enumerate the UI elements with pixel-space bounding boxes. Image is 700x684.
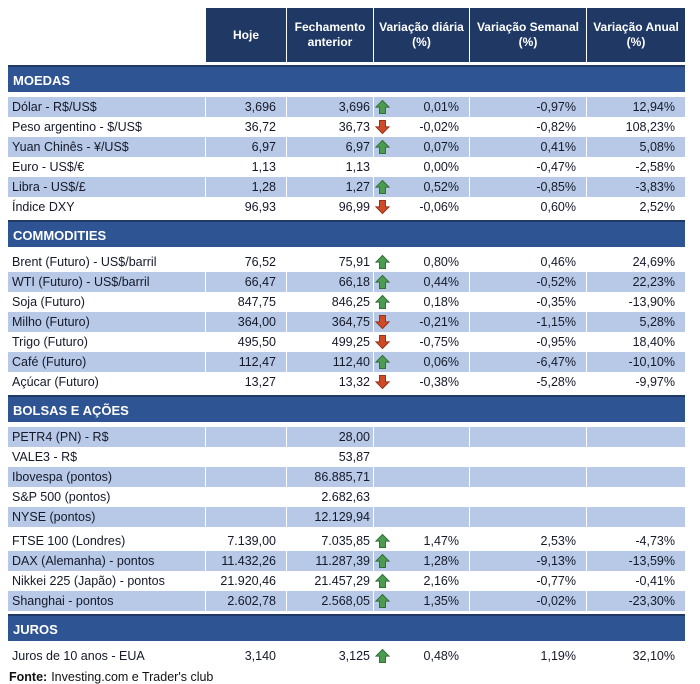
cell-annual-change: 32,10% — [632, 649, 675, 663]
up-arrow-icon — [375, 99, 390, 115]
table-row — [8, 646, 685, 666]
cell-daily-change: 0,00% — [374, 157, 470, 177]
table-row — [8, 447, 685, 467]
cell-label: Nikkei 225 (Japão) - pontos — [8, 571, 206, 591]
cell-prev-close: 96,99 — [287, 197, 374, 217]
cell-weekly-change: -0,52% — [470, 272, 587, 292]
cell-annual-change: -23,30% — [587, 591, 685, 611]
cell-label: PETR4 (PN) - R$ — [8, 427, 206, 447]
cell-today: 3,696 — [206, 97, 287, 117]
table-row — [8, 177, 685, 197]
cell-weekly-change: -0,85% — [470, 177, 587, 197]
cell-today: 847,75 — [206, 292, 287, 312]
down-arrow-icon — [375, 334, 390, 350]
cell-prev-close: 499,25 — [287, 332, 374, 352]
cell-today: 11.432,26 — [206, 551, 287, 571]
cell-prev-close: 1,13 — [287, 157, 374, 177]
cell-label: Índice DXY — [8, 197, 206, 217]
cell-weekly-change: 1,19% — [470, 646, 587, 666]
daily-change-value: -0,06% — [419, 200, 459, 214]
table-row — [8, 252, 685, 272]
cell-daily-change — [374, 177, 470, 197]
cell-daily-change — [374, 372, 470, 392]
up-arrow-icon — [375, 354, 390, 370]
table-row — [8, 332, 685, 352]
cell-label: Euro - US$/€ — [8, 157, 206, 177]
cell-label: Ibovespa (pontos) — [8, 467, 206, 487]
cell-daily-change — [374, 292, 470, 312]
down-arrow-icon — [375, 119, 390, 135]
cell-today: 36,72 — [206, 117, 287, 137]
cell-today: 1,28 — [206, 177, 287, 197]
cell-annual-change: -13,90% — [628, 295, 675, 309]
table-row — [8, 312, 685, 332]
cell-prev-close: 75,91 — [287, 252, 374, 272]
column-header-variacao-anual: Variação Anual (%) — [587, 8, 685, 62]
cell-weekly-change: -0,97% — [470, 97, 587, 117]
daily-change-value: 0,01% — [423, 100, 459, 114]
cell-today — [206, 427, 287, 447]
daily-change-value: -0,21% — [419, 315, 459, 329]
cell-label: Peso argentino - $/US$ — [8, 117, 206, 137]
cell-prev-close: 3,696 — [287, 97, 374, 117]
cell-weekly-change: -1,15% — [470, 312, 587, 332]
cell-label: Café (Futuro) — [8, 352, 206, 372]
cell-daily-change — [374, 272, 470, 292]
cell-weekly-change: -0,02% — [470, 591, 587, 611]
cell-annual-change: -13,59% — [587, 551, 685, 571]
column-header-variacao-diaria: Variação diária (%) — [374, 8, 470, 62]
cell-annual-change: -10,10% — [587, 352, 685, 372]
daily-change-value: -0,02% — [419, 120, 459, 134]
cell-weekly-change: 2,53% — [470, 531, 587, 551]
daily-change-value: 1,47% — [423, 534, 459, 548]
cell-prev-close: 86.885,71 — [287, 467, 374, 487]
section-band-juros: JUROS — [8, 614, 685, 641]
cell-annual-change: 2,52% — [639, 200, 675, 214]
table-body — [8, 65, 685, 666]
table-row — [8, 571, 685, 591]
cell-annual-change: 22,23% — [587, 272, 685, 292]
cell-label: WTI (Futuro) - US$/barril — [8, 272, 206, 292]
cell-annual-change: 12,94% — [587, 97, 685, 117]
cell-annual-change: 5,28% — [587, 312, 685, 332]
cell-label: Shanghai - pontos — [8, 591, 206, 611]
cell-weekly-change — [470, 447, 587, 467]
up-arrow-icon — [375, 139, 390, 155]
cell-label: VALE3 - R$ — [8, 447, 206, 467]
cell-daily-change — [374, 531, 470, 551]
market-summary-table — [8, 8, 685, 684]
down-arrow-icon — [375, 374, 390, 390]
table-row — [8, 551, 685, 571]
cell-prev-close: 1,27 — [287, 177, 374, 197]
cell-today: 2.602,78 — [206, 591, 287, 611]
table-row — [8, 591, 685, 611]
table-row — [8, 292, 685, 312]
cell-prev-close: 13,32 — [287, 372, 374, 392]
cell-today: 364,00 — [206, 312, 287, 332]
cell-daily-change — [374, 117, 470, 137]
cell-prev-close: 28,00 — [287, 427, 374, 447]
daily-change-value: 0,18% — [423, 295, 459, 309]
table-row — [8, 137, 685, 157]
cell-weekly-change: -6,47% — [470, 352, 587, 372]
cell-weekly-change — [470, 427, 587, 447]
cell-today — [206, 487, 287, 507]
daily-change-value: 1,35% — [423, 594, 459, 608]
table-row — [8, 467, 685, 487]
cell-annual-change — [587, 447, 685, 467]
table-row — [8, 507, 685, 527]
cell-annual-change: -9,97% — [635, 375, 675, 389]
source-text: Investing.com e Trader's club — [51, 670, 214, 684]
cell-weekly-change: -5,28% — [470, 372, 587, 392]
down-arrow-icon — [375, 314, 390, 330]
cell-today — [206, 507, 287, 527]
cell-annual-change: -0,41% — [635, 574, 675, 588]
cell-prev-close: 36,73 — [287, 117, 374, 137]
cell-annual-change — [587, 427, 685, 447]
daily-change-value: 0,06% — [423, 355, 459, 369]
up-arrow-icon — [375, 533, 390, 549]
up-arrow-icon — [375, 274, 390, 290]
up-arrow-icon — [375, 593, 390, 609]
cell-prev-close: 112,40 — [287, 352, 374, 372]
cell-prev-close: 21.457,29 — [287, 571, 374, 591]
cell-prev-close: 2.682,63 — [287, 487, 374, 507]
cell-today: 96,93 — [206, 197, 287, 217]
cell-weekly-change: -0,95% — [470, 332, 587, 352]
cell-daily-change — [374, 252, 470, 272]
cell-annual-change: 18,40% — [632, 335, 675, 349]
cell-daily-change — [374, 467, 470, 487]
cell-annual-change: 5,08% — [587, 137, 685, 157]
source-label: Fonte: — [9, 670, 48, 684]
cell-label: S&P 500 (pontos) — [8, 487, 206, 507]
table-row — [8, 372, 685, 392]
table-row — [8, 352, 685, 372]
cell-annual-change: 24,69% — [632, 255, 675, 269]
cell-today: 3,140 — [206, 646, 287, 666]
cell-today: 1,13 — [206, 157, 287, 177]
cell-label: Milho (Futuro) — [8, 312, 206, 332]
daily-change-value: 0,80% — [423, 255, 459, 269]
table-row — [8, 197, 685, 217]
cell-weekly-change: 0,60% — [470, 197, 587, 217]
up-arrow-icon — [375, 179, 390, 195]
column-header-hoje: Hoje — [206, 8, 287, 62]
cell-weekly-change: 0,41% — [470, 137, 587, 157]
up-arrow-icon — [375, 294, 390, 310]
table-row — [8, 117, 685, 137]
section-band-moedas: MOEDAS — [8, 65, 685, 92]
cell-today: 21.920,46 — [206, 571, 287, 591]
table-row — [8, 97, 685, 117]
cell-annual-change: 108,23% — [625, 120, 675, 134]
cell-weekly-change: -0,47% — [470, 157, 587, 177]
cell-annual-change — [587, 487, 685, 507]
cell-daily-change — [374, 487, 470, 507]
cell-annual-change — [587, 467, 685, 487]
cell-daily-change — [374, 332, 470, 352]
cell-label: FTSE 100 (Londres) — [8, 531, 206, 551]
cell-annual-change — [587, 507, 685, 527]
daily-change-value: 2,16% — [423, 574, 459, 588]
cell-daily-change — [374, 427, 470, 447]
section-band-bolsas-e-acoes: BOLSAS E AÇÕES — [8, 395, 685, 422]
cell-today: 495,50 — [206, 332, 287, 352]
table-header-row — [206, 8, 685, 62]
cell-today: 66,47 — [206, 272, 287, 292]
cell-daily-change — [374, 97, 470, 117]
daily-change-value: 0,07% — [423, 140, 459, 154]
cell-weekly-change: -9,13% — [470, 551, 587, 571]
up-arrow-icon — [375, 573, 390, 589]
table-row — [8, 157, 685, 177]
down-arrow-icon — [375, 199, 390, 215]
column-header-fechamento-anterior: Fechamento anterior — [287, 8, 374, 62]
cell-today — [206, 467, 287, 487]
cell-today: 7.139,00 — [206, 531, 287, 551]
cell-daily-change — [374, 352, 470, 372]
cell-prev-close: 3,125 — [287, 646, 374, 666]
cell-prev-close: 53,87 — [287, 447, 374, 467]
cell-daily-change — [374, 312, 470, 332]
cell-daily-change — [374, 571, 470, 591]
daily-change-value: -0,75% — [419, 335, 459, 349]
cell-prev-close: 11.287,39 — [287, 551, 374, 571]
cell-daily-change — [374, 551, 470, 571]
daily-change-value: 0,44% — [423, 275, 459, 289]
cell-weekly-change — [470, 467, 587, 487]
cell-label: Juros de 10 anos - EUA — [8, 646, 206, 666]
source-note — [8, 670, 685, 684]
cell-daily-change — [374, 137, 470, 157]
cell-today: 13,27 — [206, 372, 287, 392]
cell-prev-close: 6,97 — [287, 137, 374, 157]
cell-prev-close: 12.129,94 — [287, 507, 374, 527]
cell-prev-close: 66,18 — [287, 272, 374, 292]
cell-prev-close: 7.035,85 — [287, 531, 374, 551]
cell-label: Soja (Futuro) — [8, 292, 206, 312]
cell-daily-change — [374, 507, 470, 527]
cell-label: Açúcar (Futuro) — [8, 372, 206, 392]
cell-label: Libra - US$/£ — [8, 177, 206, 197]
cell-annual-change: -4,73% — [635, 534, 675, 548]
up-arrow-icon — [375, 648, 390, 664]
cell-prev-close: 364,75 — [287, 312, 374, 332]
cell-prev-close: 2.568,05 — [287, 591, 374, 611]
cell-label: Dólar - R$/US$ — [8, 97, 206, 117]
cell-daily-change — [374, 197, 470, 217]
cell-weekly-change — [470, 487, 587, 507]
cell-today: 6,97 — [206, 137, 287, 157]
cell-label: Trigo (Futuro) — [8, 332, 206, 352]
table-row — [8, 427, 685, 447]
cell-annual-change: -2,58% — [635, 160, 675, 174]
cell-weekly-change: -0,35% — [470, 292, 587, 312]
cell-daily-change — [374, 591, 470, 611]
daily-change-value: -0,38% — [419, 375, 459, 389]
daily-change-value: 0,52% — [423, 180, 459, 194]
cell-weekly-change: -0,77% — [470, 571, 587, 591]
column-header-variacao-semanal: Variação Semanal (%) — [470, 8, 587, 62]
cell-daily-change — [374, 447, 470, 467]
table-row — [8, 531, 685, 551]
cell-label: Brent (Futuro) - US$/barril — [8, 252, 206, 272]
cell-label: Yuan Chinês - ¥/US$ — [8, 137, 206, 157]
table-row — [8, 272, 685, 292]
table-row — [8, 487, 685, 507]
section-band-commodities: COMMODITIES — [8, 220, 685, 247]
cell-today — [206, 447, 287, 467]
cell-daily-change — [374, 646, 470, 666]
cell-weekly-change — [470, 507, 587, 527]
cell-annual-change: -3,83% — [587, 177, 685, 197]
daily-change-value: 0,48% — [423, 649, 459, 663]
cell-prev-close: 846,25 — [287, 292, 374, 312]
daily-change-value: 1,28% — [423, 554, 459, 568]
up-arrow-icon — [375, 553, 390, 569]
cell-label: DAX (Alemanha) - pontos — [8, 551, 206, 571]
cell-today: 112,47 — [206, 352, 287, 372]
cell-label: NYSE (pontos) — [8, 507, 206, 527]
cell-weekly-change: 0,46% — [470, 252, 587, 272]
cell-today: 76,52 — [206, 252, 287, 272]
cell-weekly-change: -0,82% — [470, 117, 587, 137]
up-arrow-icon — [375, 254, 390, 270]
